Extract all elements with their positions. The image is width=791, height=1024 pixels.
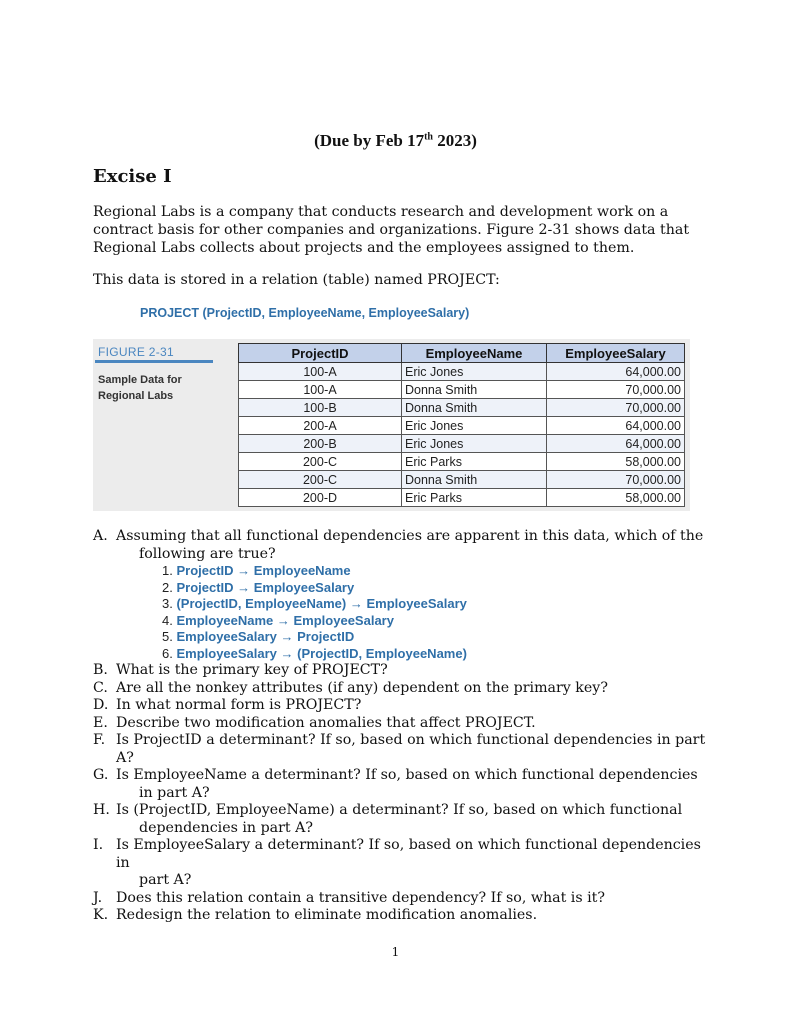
question-text: Assuming that all functional dependencies are apparent in this data, which of the xyxy=(116,528,704,544)
table-cell: Eric Jones xyxy=(402,417,547,435)
dependency-number: 1. xyxy=(162,563,173,578)
table-cell: Donna Smith xyxy=(402,471,547,489)
table-cell: 100-B xyxy=(239,399,402,417)
column-header: EmployeeSalary xyxy=(547,344,685,363)
dependency-text: ProjectID → EmployeeSalary xyxy=(176,579,355,595)
question-letter: K. xyxy=(93,907,109,923)
exercise-heading: Excise I xyxy=(93,166,172,187)
table-row xyxy=(239,399,685,417)
table-cell: Donna Smith xyxy=(402,381,547,399)
table-cell: 200-B xyxy=(239,435,402,453)
question-item xyxy=(93,802,713,837)
question-letter: J. xyxy=(93,889,103,906)
question-item xyxy=(93,528,713,662)
question-item xyxy=(93,767,713,802)
table-cell: Eric Jones xyxy=(402,363,547,381)
table-cell: 64,000.00 xyxy=(547,417,685,435)
dependency-number: 3. xyxy=(162,596,173,611)
question-text-continued: dependencies in part A? xyxy=(139,819,313,836)
dependency-text: EmployeeSalary → (ProjectID, EmployeeName) xyxy=(176,645,467,661)
question-letter: A. xyxy=(93,528,108,544)
question-item xyxy=(93,680,713,698)
question-letter: F. xyxy=(93,732,106,748)
question-text: Describe two modification anomalies that affect PROJECT. xyxy=(116,714,536,731)
dependency-item xyxy=(162,580,713,597)
dependency-number: 6. xyxy=(162,645,173,661)
question-item xyxy=(93,732,713,767)
question-text: Are all the nonkey attributes (if any) dependent on the primary key? xyxy=(116,679,608,696)
dependency-item xyxy=(162,613,713,630)
table-row xyxy=(239,453,685,471)
relation-sentence: This data is stored in a relation (table) named PROJECT: xyxy=(93,272,500,288)
dependency-text: EmployeeName → EmployeeSalary xyxy=(176,612,394,628)
page-number: 1 xyxy=(391,945,400,959)
question-text-continued: part A? xyxy=(139,872,192,888)
table-cell: 70,000.00 xyxy=(547,471,685,489)
table-cell: 200-A xyxy=(239,417,402,435)
question-text: Is EmployeeName a determinant? If so, based on which functional dependencies xyxy=(116,767,698,783)
dependency-text: EmployeeSalary → ProjectID xyxy=(176,629,355,644)
question-letter: C. xyxy=(93,679,108,696)
table-cell: Donna Smith xyxy=(402,399,547,417)
table-row xyxy=(239,471,685,489)
table-row xyxy=(239,417,685,435)
table-row xyxy=(239,363,685,381)
question-letter: G. xyxy=(93,767,109,783)
table-cell: 200-C xyxy=(239,453,402,471)
table-row xyxy=(239,381,685,399)
dependency-number: 5. xyxy=(162,629,173,644)
table-cell: 100-A xyxy=(239,363,402,381)
table-row xyxy=(239,489,685,507)
table-cell: 64,000.00 xyxy=(547,363,685,381)
question-letter: B. xyxy=(93,662,108,678)
question-text: Is ProjectID a determinant? If so, based on which functional dependencies in part A? xyxy=(116,732,706,766)
dependency-item xyxy=(162,596,713,613)
dependency-text: ProjectID → EmployeeName xyxy=(176,563,351,578)
table-cell: 70,000.00 xyxy=(547,399,685,417)
dependency-item xyxy=(162,646,713,663)
column-header: ProjectID xyxy=(239,344,402,363)
table-cell: 200-D xyxy=(239,489,402,507)
question-letter: H. xyxy=(93,802,110,818)
question-item xyxy=(93,715,713,733)
dependency-number: 4. xyxy=(162,612,173,628)
table-cell: Eric Jones xyxy=(402,435,547,453)
question-list xyxy=(93,528,713,925)
project-table xyxy=(238,343,685,507)
dependency-text: (ProjectID, EmployeeName) → EmployeeSalary xyxy=(176,596,467,611)
table-cell: 70,000.00 xyxy=(547,381,685,399)
table-cell: 58,000.00 xyxy=(547,489,685,507)
question-text: Is (ProjectID, EmployeeName) a determinant? If so, based on which functional xyxy=(116,802,683,818)
relation-schema: PROJECT (ProjectID, EmployeeName, EmployeeSalary) xyxy=(140,306,470,320)
question-text: In what normal form is PROJECT? xyxy=(116,697,362,713)
question-item xyxy=(93,890,713,908)
question-item xyxy=(93,837,713,890)
question-text: Is EmployeeSalary a determinant? If so, based on which functional dependencies in xyxy=(116,837,701,871)
question-text: Redesign the relation to eliminate modification anomalies. xyxy=(116,907,538,923)
table-cell: 64,000.00 xyxy=(547,435,685,453)
table-cell: 58,000.00 xyxy=(547,453,685,471)
question-letter: E. xyxy=(93,714,108,731)
question-text-continued: in part A? xyxy=(139,784,210,801)
dependency-item xyxy=(162,629,713,646)
figure-caption: Sample Data for Regional Labs xyxy=(98,374,182,402)
question-letter: D. xyxy=(93,697,109,713)
figure-rule xyxy=(95,360,213,363)
question-item xyxy=(93,697,713,715)
table-row xyxy=(239,435,685,453)
question-item xyxy=(93,662,713,680)
due-date: (Due by Feb 17th 2023) xyxy=(314,131,477,150)
column-header: EmployeeName xyxy=(402,344,547,363)
table-cell: Eric Parks xyxy=(402,453,547,471)
question-letter: I. xyxy=(93,837,104,853)
question-item xyxy=(93,907,713,925)
table-cell: 200-C xyxy=(239,471,402,489)
dependency-list xyxy=(116,563,713,662)
figure-label: FIGURE 2-31 xyxy=(98,345,174,359)
dependency-item xyxy=(162,563,713,580)
table-header-row xyxy=(239,344,685,363)
table-cell: 100-A xyxy=(239,381,402,399)
intro-paragraph: Regional Labs is a company that conducts research and development work on a contract basis for other companies and organizations. Figure 2-31 shows data that Regional Labs collects about projects and the employees assigned to them. xyxy=(93,204,690,256)
question-text: What is the primary key of PROJECT? xyxy=(116,662,388,678)
question-text: Does this relation contain a transitive dependency? If so, what is it? xyxy=(116,889,605,906)
question-text-continued: following are true? xyxy=(139,545,276,562)
dependency-number: 2. xyxy=(162,579,173,595)
table-cell: Eric Parks xyxy=(402,489,547,507)
